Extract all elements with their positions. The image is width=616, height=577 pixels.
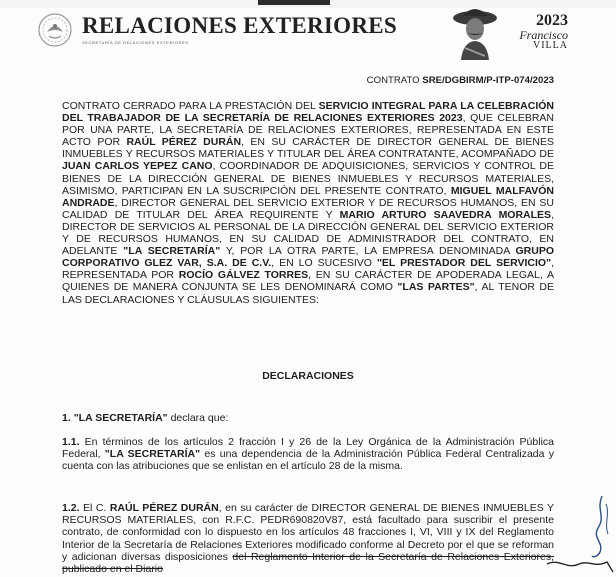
declaration-text-cut: del Reglamento Interior de la Secretaría de Relaciones Exteriores, publicado en el Diario — [62, 550, 554, 576]
declaration-text: es una dependencia de la Administración Pública Federal Centralizada y cuenta con las atribuciones que se enlistan en el artículo 28 de la misma. — [62, 448, 554, 473]
party-alias: "EL PRESTADOR DEL SERVICIO" — [376, 257, 552, 270]
section-number: 1.1. — [62, 436, 80, 448]
logo-first-name: Francisco — [519, 28, 568, 42]
signatory-name: MIGUEL MALFAVÓN ANDRADE — [62, 184, 554, 209]
declaration-1-2 — [62, 502, 554, 575]
party-alias: "LA SECRETARÍA" — [104, 448, 201, 461]
party-alias: "LAS PARTES" — [397, 281, 475, 294]
preamble-text: , DIRECTOR GENERAL DEL SERVICIO EXTERIOR Y DE RECURSOS HUMANOS, EN SU CALIDAD DE TITULAR DEL ÁREA REQUIRENTE Y — [62, 196, 554, 221]
service-name: SERVICIO INTEGRAL PARA LA CELEBRACIÓN DEL TRABAJADOR DE LA SECRETARÍA DE RELACIONES EXTERIORES 2023 — [62, 100, 554, 125]
preamble-text: , QUE CELEBRAN POR UNA PARTE, LA SECRETARÍA DE RELACIONES EXTERIORES, REPRESENTADA EN ESTE ACTO POR — [62, 112, 554, 149]
signature-stroke-icon — [545, 556, 615, 576]
company-name: GRUPO CORPORATIVO GLEZ VAR, S.A. DE C.V. — [62, 245, 554, 270]
signatory-name: RAÚL PÉREZ DURÁN — [126, 136, 242, 149]
institution-subline: SECRETARÍA DE RELACIONES EXTERIORES — [82, 40, 189, 45]
preamble-text: , AL TENOR DE LAS DECLARACIONES Y CLÁUSULAS SIGUIENTES: — [62, 281, 554, 306]
contract-number: SRE/DGBIRM/P-ITP-074/2023 — [422, 75, 554, 86]
preamble-text: , REPRESENTADA POR — [62, 257, 554, 282]
party-alias: "LA SECRETARÍA" — [73, 412, 168, 424]
signatory-name: RAÚL PÉREZ DURÁN — [109, 502, 219, 514]
section-number: 1.2. — [62, 502, 80, 514]
preamble-text: , EN LO SUCESIVO — [271, 257, 377, 270]
declaration-text: , en su carácter de DIRECTOR GENERAL DE BIENES INMUEBLES Y RECURSOS MATERIALES, con R.F.C. PEDR690820V87, está facultado para suscribir el presente contrato, de conformidad con lo dispuesto en los artículos 48 fracciones I, VI, VIII y IX del Reglamento Interior de la Secretaría de Relaciones Exteriores modificado conforme al Decreto por el que se reforman y adicionan diversas disposiciones — [62, 502, 555, 563]
signatory-name: ROCÍO GÁLVEZ TORRES — [178, 269, 309, 282]
signatory-name: JUAN CARLOS YEPEZ CANO — [62, 160, 213, 173]
signatory-name: MARIO ARTURO SAAVEDRA MORALES — [339, 208, 552, 221]
preamble-text: , COORDINADOR DE ADQUISICIONES, SERVICIOS Y CONTROL DE BIENES DE LA DIRECCIÓN GENERAL DE BIENES INMUEBLES Y RECURSOS MATERIALES, ASIMISMO, PARTICIPAN EN LA SUSCRIPCIÓN DEL PRESENTE CONTRATO, — [62, 160, 555, 197]
declaration-text: En términos de los artículos 2 fracción I y 26 de la Ley Orgánica de la Administración Pública Federal, — [62, 436, 554, 461]
declarations-heading: DECLARACIONES — [262, 370, 354, 382]
preamble-text: , EN SU CARÁCTER DE DIRECTOR GENERAL DE BIENES INMUEBLES Y RECURSOS MATERIALES Y TITULAR DEL ÁREA CONTRATANTE, ACOMPAÑADO DE — [62, 136, 554, 161]
preamble-text: , EN SU CARÁCTER DE APODERADA LEGAL, A QUIENES DE MANERA CONJUNTA SE LES DENOMINARÁ COMO — [62, 269, 554, 294]
handwritten-signature-icon — [588, 494, 614, 560]
top-scan-mark — [258, 0, 330, 5]
contract-label: CONTRATO — [366, 75, 420, 86]
party-alias: "LA SECRETARÍA" — [123, 245, 221, 258]
contract-number-line — [367, 75, 554, 86]
institution-name: RELACIONES EXTERIORES — [82, 13, 397, 38]
declaration-text: declara que: — [167, 412, 229, 424]
coat-of-arms-seal-icon — [36, 12, 74, 48]
declaration-text: El C. — [79, 502, 110, 514]
preamble-text: , DIRECTOR DE SERVICIOS AL PERSONAL DE LA DIRECCIÓN GENERAL DEL SERVICIO EXTERIOR Y DE RECURSOS HUMANOS, EN SU CALIDAD DE ADMINISTRADOR DEL CONTRATO, EN ADELANTE — [62, 208, 554, 258]
declaration-1-intro — [62, 412, 554, 424]
institution-brand — [82, 13, 397, 45]
preamble-text: CONTRATO CERRADO PARA LA PRESTACIÓN DEL — [62, 100, 319, 112]
logo-last-name: VILLA — [533, 40, 568, 51]
francisco-villa-portrait-icon — [452, 4, 498, 60]
preamble-text: Y, POR LA OTRA PARTE, LA EMPRESA DENOMINADA — [220, 245, 516, 258]
logo-year: 2023 — [536, 12, 568, 29]
section-number: 1. — [62, 412, 71, 424]
declaration-1-1 — [62, 436, 554, 473]
contract-preamble — [62, 100, 554, 306]
villa-2023-logo — [498, 13, 568, 51]
